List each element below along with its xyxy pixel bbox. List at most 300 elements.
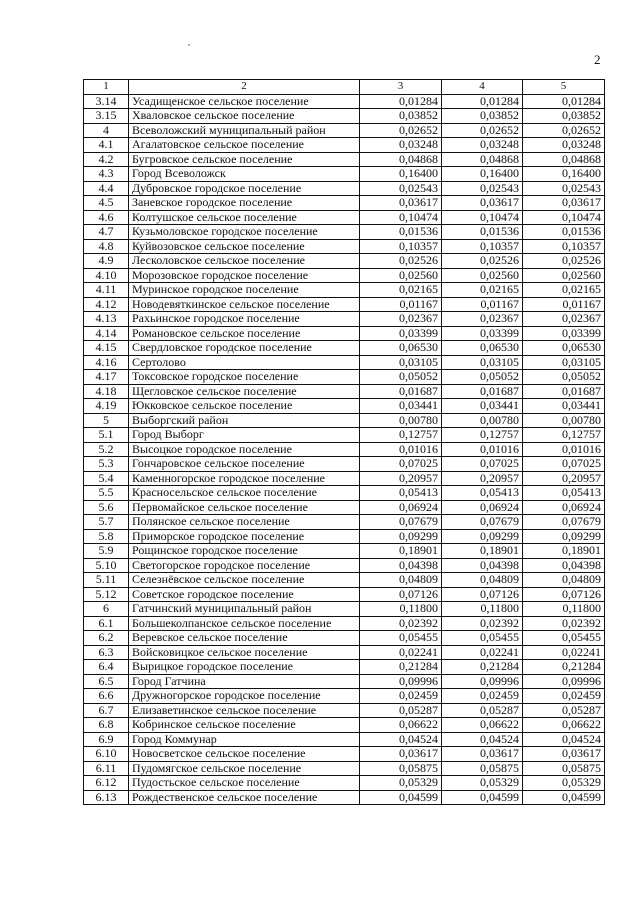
value-col-5: 0,03105 [523,355,605,370]
value-col-3: 0,04398 [360,558,442,573]
value-col-4: 0,05287 [442,703,523,718]
municipality-name: Пудостьское сельское поселение [129,776,360,791]
municipality-name: Усадищенское сельское поселение [129,94,360,109]
value-col-4: 0,09996 [442,674,523,689]
table-row [84,732,605,747]
row-number: 4.18 [84,384,129,399]
value-col-4: 0,18901 [442,544,523,559]
row-number: 5.5 [84,486,129,501]
value-col-4: 0,02560 [442,268,523,283]
municipality-name: Город Всеволожск [129,167,360,182]
value-col-3: 0,05052 [360,370,442,385]
value-col-3: 0,02526 [360,254,442,269]
value-col-4: 0,06622 [442,718,523,733]
value-col-4: 0,02165 [442,283,523,298]
value-col-5: 0,04398 [523,558,605,573]
value-col-4: 0,01167 [442,297,523,312]
table-row [84,341,605,356]
header-cell-1: 1 [84,80,129,95]
value-col-5: 0,05455 [523,631,605,646]
value-col-3: 0,02543 [360,181,442,196]
value-col-4: 0,11800 [442,602,523,617]
municipality-name: Куйвозовское сельское поселение [129,239,360,254]
value-col-3: 0,05455 [360,631,442,646]
value-col-4: 0,01016 [442,442,523,457]
value-col-5: 0,00780 [523,413,605,428]
value-col-4: 0,03617 [442,747,523,762]
value-col-3: 0,05875 [360,761,442,776]
municipality-name: Гатчинский муниципальный район [129,602,360,617]
row-number: 6.3 [84,645,129,660]
value-col-4: 0,09299 [442,529,523,544]
value-col-5: 0,03852 [523,109,605,124]
row-number: 4.3 [84,167,129,182]
value-col-4: 0,05329 [442,776,523,791]
municipality-name: Вырицкое городское поселение [129,660,360,675]
table-row [84,152,605,167]
value-col-3: 0,02652 [360,123,442,138]
value-col-3: 0,01687 [360,384,442,399]
value-col-5: 0,01284 [523,94,605,109]
table-row [84,210,605,225]
value-col-5: 0,05413 [523,486,605,501]
value-col-4: 0,12757 [442,428,523,443]
value-col-3: 0,01284 [360,94,442,109]
table-row [84,457,605,472]
table-row [84,370,605,385]
row-number: 5.7 [84,515,129,530]
row-number: 5.11 [84,573,129,588]
header-cell-4: 4 [442,80,523,95]
municipality-name: Город Выборг [129,428,360,443]
table-row [84,747,605,762]
table-row [84,761,605,776]
value-col-5: 0,07679 [523,515,605,530]
value-col-5: 0,01536 [523,225,605,240]
row-number: 6.5 [84,674,129,689]
value-col-3: 0,10474 [360,210,442,225]
municipality-name: Рахьинское городское поселение [129,312,360,327]
value-col-3: 0,20957 [360,471,442,486]
value-col-3: 0,04809 [360,573,442,588]
row-number: 6.6 [84,689,129,704]
header-cell-2: 2 [129,80,360,95]
row-number: 6.12 [84,776,129,791]
row-number: 5 [84,413,129,428]
header-cell-3: 3 [360,80,442,95]
row-number: 5.10 [84,558,129,573]
municipality-name: Лесколовское сельское поселение [129,254,360,269]
row-number: 5.3 [84,457,129,472]
table-row [84,515,605,530]
value-col-5: 0,02241 [523,645,605,660]
value-col-5: 0,09299 [523,529,605,544]
municipality-name: Свердловское городское поселение [129,341,360,356]
value-col-3: 0,04599 [360,790,442,805]
municipality-name: Гончаровское сельское поселение [129,457,360,472]
value-col-4: 0,03617 [442,196,523,211]
value-col-5: 0,07126 [523,587,605,602]
row-number: 3.15 [84,109,129,124]
municipality-name: Морозовское городское поселение [129,268,360,283]
value-col-5: 0,03399 [523,326,605,341]
table-row [84,167,605,182]
table-row [84,776,605,791]
table-row [84,660,605,675]
value-col-3: 0,18901 [360,544,442,559]
value-col-4: 0,05455 [442,631,523,646]
value-col-3: 0,02165 [360,283,442,298]
row-number: 4.2 [84,152,129,167]
municipality-name: Рощинское городское поселение [129,544,360,559]
value-col-4: 0,03852 [442,109,523,124]
table-row [84,602,605,617]
value-col-4: 0,07025 [442,457,523,472]
table-row [84,355,605,370]
municipality-name: Новосветское сельское поселение [129,747,360,762]
value-col-3: 0,01016 [360,442,442,457]
value-col-4: 0,03399 [442,326,523,341]
header-row [84,80,605,95]
municipality-name: Дружногорское городское поселение [129,689,360,704]
municipality-name: Высоцкое городское поселение [129,442,360,457]
row-number: 4.15 [84,341,129,356]
value-col-3: 0,02241 [360,645,442,660]
value-col-5: 0,12757 [523,428,605,443]
value-col-3: 0,02392 [360,616,442,631]
value-col-5: 0,21284 [523,660,605,675]
value-col-5: 0,02165 [523,283,605,298]
table-body [84,94,605,805]
municipality-name: Большеколпанское сельское поселение [129,616,360,631]
value-col-4: 0,03248 [442,138,523,153]
municipality-name: Новодевяткинское сельское поселение [129,297,360,312]
value-col-5: 0,16400 [523,167,605,182]
municipality-name: Елизаветинское сельское поселение [129,703,360,718]
value-col-3: 0,01536 [360,225,442,240]
table-row [84,703,605,718]
table-row [84,587,605,602]
table-row [84,689,605,704]
table-row [84,674,605,689]
value-col-3: 0,00780 [360,413,442,428]
row-number: 4.13 [84,312,129,327]
data-table [83,79,605,805]
value-col-3: 0,09299 [360,529,442,544]
table-row [84,225,605,240]
value-col-5: 0,03617 [523,196,605,211]
value-col-4: 0,04599 [442,790,523,805]
value-col-4: 0,10474 [442,210,523,225]
table-row [84,558,605,573]
value-col-4: 0,05052 [442,370,523,385]
municipality-name: Бугровское сельское поселение [129,152,360,167]
row-number: 5.12 [84,587,129,602]
row-number: 6.2 [84,631,129,646]
value-col-4: 0,02543 [442,181,523,196]
value-col-3: 0,02459 [360,689,442,704]
table-row [84,486,605,501]
row-number: 4.11 [84,283,129,298]
row-number: 4.17 [84,370,129,385]
row-number: 5.8 [84,529,129,544]
value-col-3: 0,05413 [360,486,442,501]
municipality-name: Веревское сельское поселение [129,631,360,646]
value-col-4: 0,07679 [442,515,523,530]
table-row [84,399,605,414]
value-col-4: 0,00780 [442,413,523,428]
value-col-4: 0,02392 [442,616,523,631]
table-row [84,529,605,544]
value-col-5: 0,18901 [523,544,605,559]
table-row [84,544,605,559]
value-col-5: 0,05052 [523,370,605,385]
municipality-name: Выборгский район [129,413,360,428]
row-number: 6.1 [84,616,129,631]
value-col-4: 0,01284 [442,94,523,109]
value-col-5: 0,04599 [523,790,605,805]
value-col-3: 0,07679 [360,515,442,530]
value-col-4: 0,02459 [442,689,523,704]
value-col-5: 0,06924 [523,500,605,515]
row-number: 4.5 [84,196,129,211]
municipality-name: Щегловское сельское поселение [129,384,360,399]
value-col-5: 0,06622 [523,718,605,733]
value-col-4: 0,02652 [442,123,523,138]
municipality-name: Кобринское сельское поселение [129,718,360,733]
header-cell-5: 5 [523,80,605,95]
value-col-3: 0,03852 [360,109,442,124]
value-col-5: 0,02367 [523,312,605,327]
value-col-3: 0,03248 [360,138,442,153]
row-number: 4.6 [84,210,129,225]
municipality-name: Город Гатчина [129,674,360,689]
value-col-5: 0,01016 [523,442,605,457]
value-col-3: 0,03617 [360,196,442,211]
value-col-5: 0,02526 [523,254,605,269]
value-col-4: 0,05413 [442,486,523,501]
value-col-3: 0,04868 [360,152,442,167]
table-row [84,718,605,733]
row-number: 4.8 [84,239,129,254]
table-row [84,297,605,312]
value-col-5: 0,11800 [523,602,605,617]
value-col-4: 0,06530 [442,341,523,356]
value-col-3: 0,12757 [360,428,442,443]
table-row [84,109,605,124]
row-number: 4.1 [84,138,129,153]
row-number: 6.11 [84,761,129,776]
table-row [84,138,605,153]
municipality-name: Первомайское сельское поселение [129,500,360,515]
value-col-4: 0,02241 [442,645,523,660]
municipality-name: Светогорское городское поселение [129,558,360,573]
row-number: 4.10 [84,268,129,283]
value-col-4: 0,04398 [442,558,523,573]
value-col-3: 0,06530 [360,341,442,356]
scan-speck [188,44,190,46]
value-col-5: 0,02543 [523,181,605,196]
municipality-name: Заневское городское поселение [129,196,360,211]
municipality-name: Романовское сельское поселение [129,326,360,341]
value-col-3: 0,01167 [360,297,442,312]
value-col-5: 0,07025 [523,457,605,472]
row-number: 6.4 [84,660,129,675]
value-col-3: 0,09996 [360,674,442,689]
value-col-3: 0,07126 [360,587,442,602]
value-col-3: 0,06924 [360,500,442,515]
value-col-5: 0,04868 [523,152,605,167]
municipality-name: Дубровское городское поселение [129,181,360,196]
value-col-5: 0,02560 [523,268,605,283]
value-col-4: 0,07126 [442,587,523,602]
municipality-name: Войсковицкое сельское поселение [129,645,360,660]
value-col-3: 0,06622 [360,718,442,733]
value-col-3: 0,02560 [360,268,442,283]
value-col-4: 0,03105 [442,355,523,370]
value-col-3: 0,05287 [360,703,442,718]
municipality-name: Приморское городское поселение [129,529,360,544]
value-col-5: 0,05875 [523,761,605,776]
table-row [84,196,605,211]
table-row [84,573,605,588]
value-col-5: 0,03441 [523,399,605,414]
value-col-3: 0,05329 [360,776,442,791]
table-row [84,94,605,109]
page-number: 2 [594,52,601,67]
value-col-3: 0,16400 [360,167,442,182]
municipality-name: Хваловское сельское поселение [129,109,360,124]
municipality-name: Токсовское городское поселение [129,370,360,385]
value-col-4: 0,04524 [442,732,523,747]
row-number: 6.13 [84,790,129,805]
value-col-5: 0,10357 [523,239,605,254]
value-col-4: 0,06924 [442,500,523,515]
value-col-4: 0,04809 [442,573,523,588]
value-col-5: 0,06530 [523,341,605,356]
row-number: 6.7 [84,703,129,718]
municipality-name: Кузьмоловское городское поселение [129,225,360,240]
value-col-5: 0,09996 [523,674,605,689]
row-number: 4.7 [84,225,129,240]
value-col-4: 0,16400 [442,167,523,182]
municipality-name: Каменногорское городское поселение [129,471,360,486]
value-col-3: 0,03105 [360,355,442,370]
value-col-5: 0,05329 [523,776,605,791]
municipality-name: Селезнёвское сельское поселение [129,573,360,588]
value-col-5: 0,03617 [523,747,605,762]
municipality-name: Город Коммунар [129,732,360,747]
value-col-5: 0,04524 [523,732,605,747]
table-row [84,312,605,327]
row-number: 3.14 [84,94,129,109]
row-number: 6.9 [84,732,129,747]
municipality-name: Рождественское сельское поселение [129,790,360,805]
municipality-name: Красносельское сельское поселение [129,486,360,501]
table-row [84,413,605,428]
table-row [84,123,605,138]
table-row [84,442,605,457]
value-col-5: 0,20957 [523,471,605,486]
value-col-5: 0,01687 [523,384,605,399]
value-col-3: 0,03441 [360,399,442,414]
row-number: 5.4 [84,471,129,486]
value-col-5: 0,10474 [523,210,605,225]
table-row [84,471,605,486]
value-col-5: 0,02392 [523,616,605,631]
value-col-5: 0,05287 [523,703,605,718]
value-col-4: 0,03441 [442,399,523,414]
table-row [84,181,605,196]
municipality-name: Советское городское поселение [129,587,360,602]
value-col-5: 0,02459 [523,689,605,704]
value-col-5: 0,01167 [523,297,605,312]
table-row [84,500,605,515]
row-number: 4.9 [84,254,129,269]
municipality-name: Юкковское сельское поселение [129,399,360,414]
row-number: 4.4 [84,181,129,196]
table-row [84,631,605,646]
municipality-name: Полянское сельское поселение [129,515,360,530]
value-col-4: 0,02367 [442,312,523,327]
row-number: 5.1 [84,428,129,443]
municipality-name: Муринское городское поселение [129,283,360,298]
row-number: 5.2 [84,442,129,457]
row-number: 6 [84,602,129,617]
municipality-name: Агалатовское сельское поселение [129,138,360,153]
value-col-3: 0,02367 [360,312,442,327]
table-row [84,384,605,399]
table-row [84,254,605,269]
table-row [84,326,605,341]
municipality-name: Сертолово [129,355,360,370]
row-number: 4.12 [84,297,129,312]
table-row [84,790,605,805]
value-col-5: 0,03248 [523,138,605,153]
value-col-4: 0,21284 [442,660,523,675]
value-col-3: 0,21284 [360,660,442,675]
table-row [84,239,605,254]
row-number: 4.14 [84,326,129,341]
value-col-3: 0,10357 [360,239,442,254]
table-row [84,268,605,283]
row-number: 5.6 [84,500,129,515]
municipality-name: Всеволожский муниципальный район [129,123,360,138]
value-col-4: 0,20957 [442,471,523,486]
value-col-4: 0,05875 [442,761,523,776]
value-col-3: 0,11800 [360,602,442,617]
value-col-4: 0,04868 [442,152,523,167]
value-col-4: 0,01536 [442,225,523,240]
row-number: 5.9 [84,544,129,559]
value-col-3: 0,03399 [360,326,442,341]
value-col-3: 0,03617 [360,747,442,762]
municipality-name: Колтушское сельское поселение [129,210,360,225]
table-row [84,645,605,660]
row-number: 4 [84,123,129,138]
row-number: 6.10 [84,747,129,762]
value-col-5: 0,04809 [523,573,605,588]
municipality-name: Пудомягское сельское поселение [129,761,360,776]
value-col-4: 0,01687 [442,384,523,399]
table-row [84,428,605,443]
value-col-3: 0,04524 [360,732,442,747]
value-col-3: 0,07025 [360,457,442,472]
row-number: 6.8 [84,718,129,733]
value-col-4: 0,10357 [442,239,523,254]
table-row [84,616,605,631]
table-row [84,283,605,298]
